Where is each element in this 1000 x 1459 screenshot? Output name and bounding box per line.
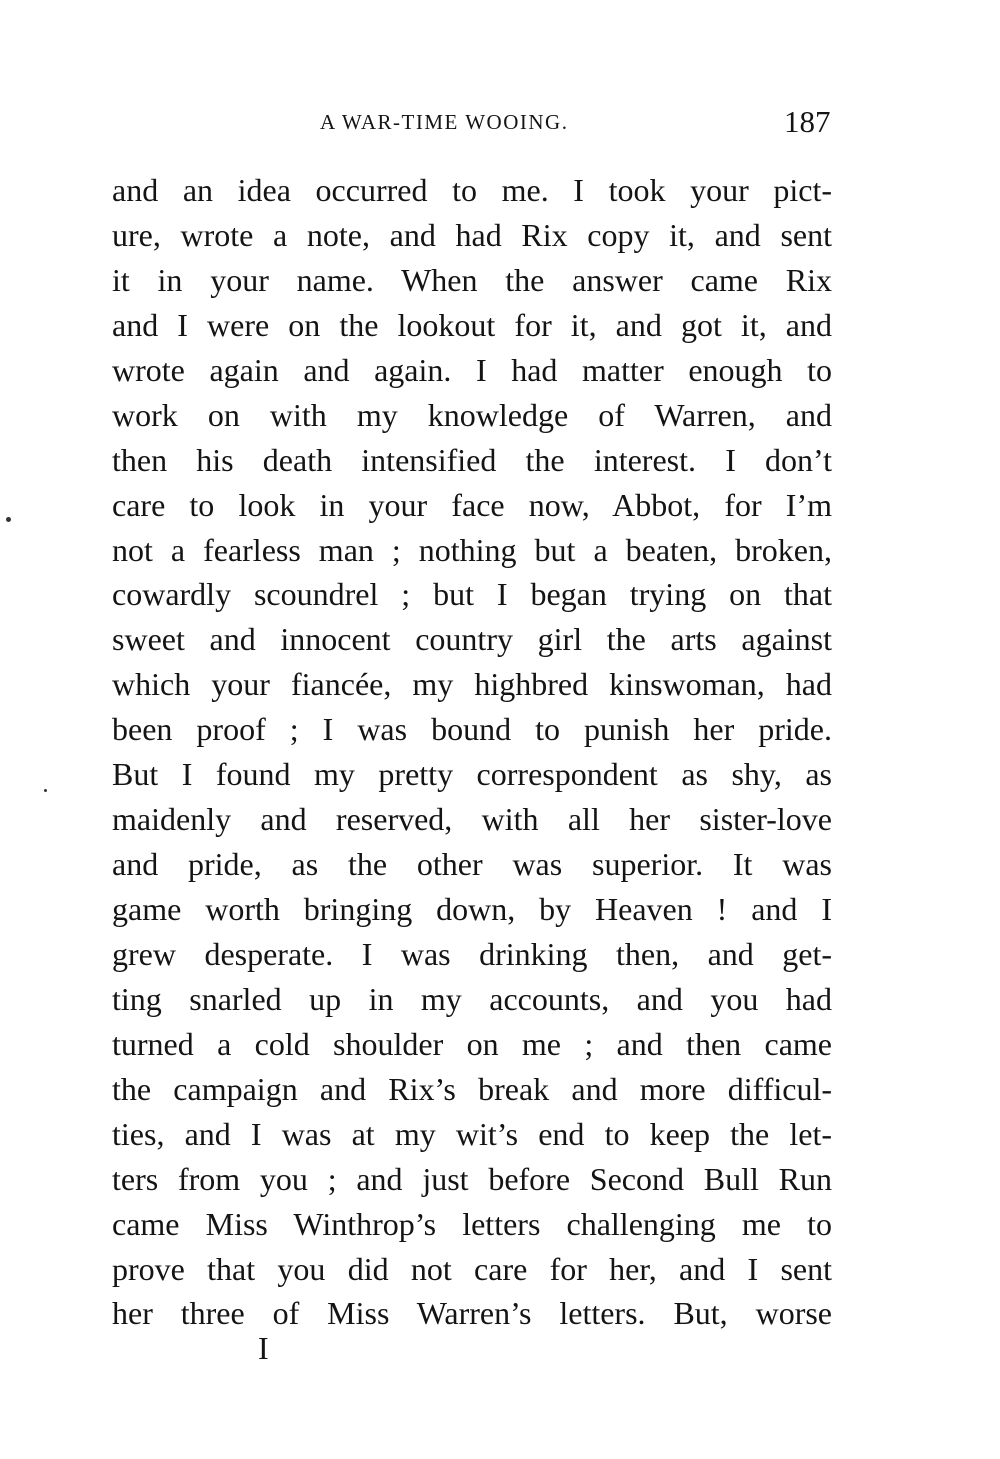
text-line: maidenly and reserved, with all her sister-love xyxy=(112,801,832,838)
running-head: A WAR-TIME WOOING. xyxy=(320,110,569,134)
text-line: prove that you did not care for her, and I sent xyxy=(112,1250,832,1287)
page-number: 187 xyxy=(784,104,831,139)
text-line: and I were on the lookout for it, and got it, and xyxy=(112,306,832,343)
text-line: then his death intensified the interest. I don’t xyxy=(112,441,832,478)
text-line: care to look in your face now, Abbot, for I’m xyxy=(112,486,832,523)
text-line: ties, and I was at my wit’s end to keep the let- xyxy=(112,1115,832,1152)
text-line: turned a cold shoulder on me ; and then came xyxy=(112,1025,832,1062)
text-line: grew desperate. I was drinking then, and get- xyxy=(112,935,832,972)
body-text xyxy=(112,168,832,1336)
text-line: ure, wrote a note, and had Rix copy it, and sent xyxy=(112,216,832,253)
text-line: been proof ; I was bound to punish her pride. xyxy=(112,711,832,748)
margin-speck xyxy=(6,517,11,522)
text-line: not a fearless man ; nothing but a beaten, broken, xyxy=(112,531,832,568)
text-line: which your fiancée, my highbred kinswoman, had xyxy=(112,666,832,703)
text-line: ters from you ; and just before Second Bull Run xyxy=(112,1160,832,1197)
text-line: wrote again and again. I had matter enough to xyxy=(112,351,832,388)
text-line: work on with my knowledge of Warren, and xyxy=(112,396,832,433)
text-line: ting snarled up in my accounts, and you had xyxy=(112,980,832,1017)
text-line: and an idea occurred to me. I took your pict- xyxy=(112,172,832,208)
text-line: sweet and innocent country girl the arts against xyxy=(112,621,832,658)
text-line: came Miss Winthrop’s letters challenging me to xyxy=(112,1205,832,1242)
text-line: it in your name. When the answer came Rix xyxy=(112,261,832,298)
text-line: game worth bringing down, by Heaven ! and I xyxy=(112,891,832,927)
catchword: I xyxy=(258,1330,269,1366)
text-line: cowardly scoundrel ; but I began trying on that xyxy=(112,576,832,613)
text-line: But I found my pretty correspondent as shy, as xyxy=(112,756,832,793)
text-line: her three of Miss Warren’s letters. But, worse xyxy=(112,1295,832,1332)
text-line: the campaign and Rix’s break and more difficul- xyxy=(112,1070,832,1107)
text-line: and pride, as the other was superior. It was xyxy=(112,846,832,883)
margin-speck xyxy=(44,789,47,792)
